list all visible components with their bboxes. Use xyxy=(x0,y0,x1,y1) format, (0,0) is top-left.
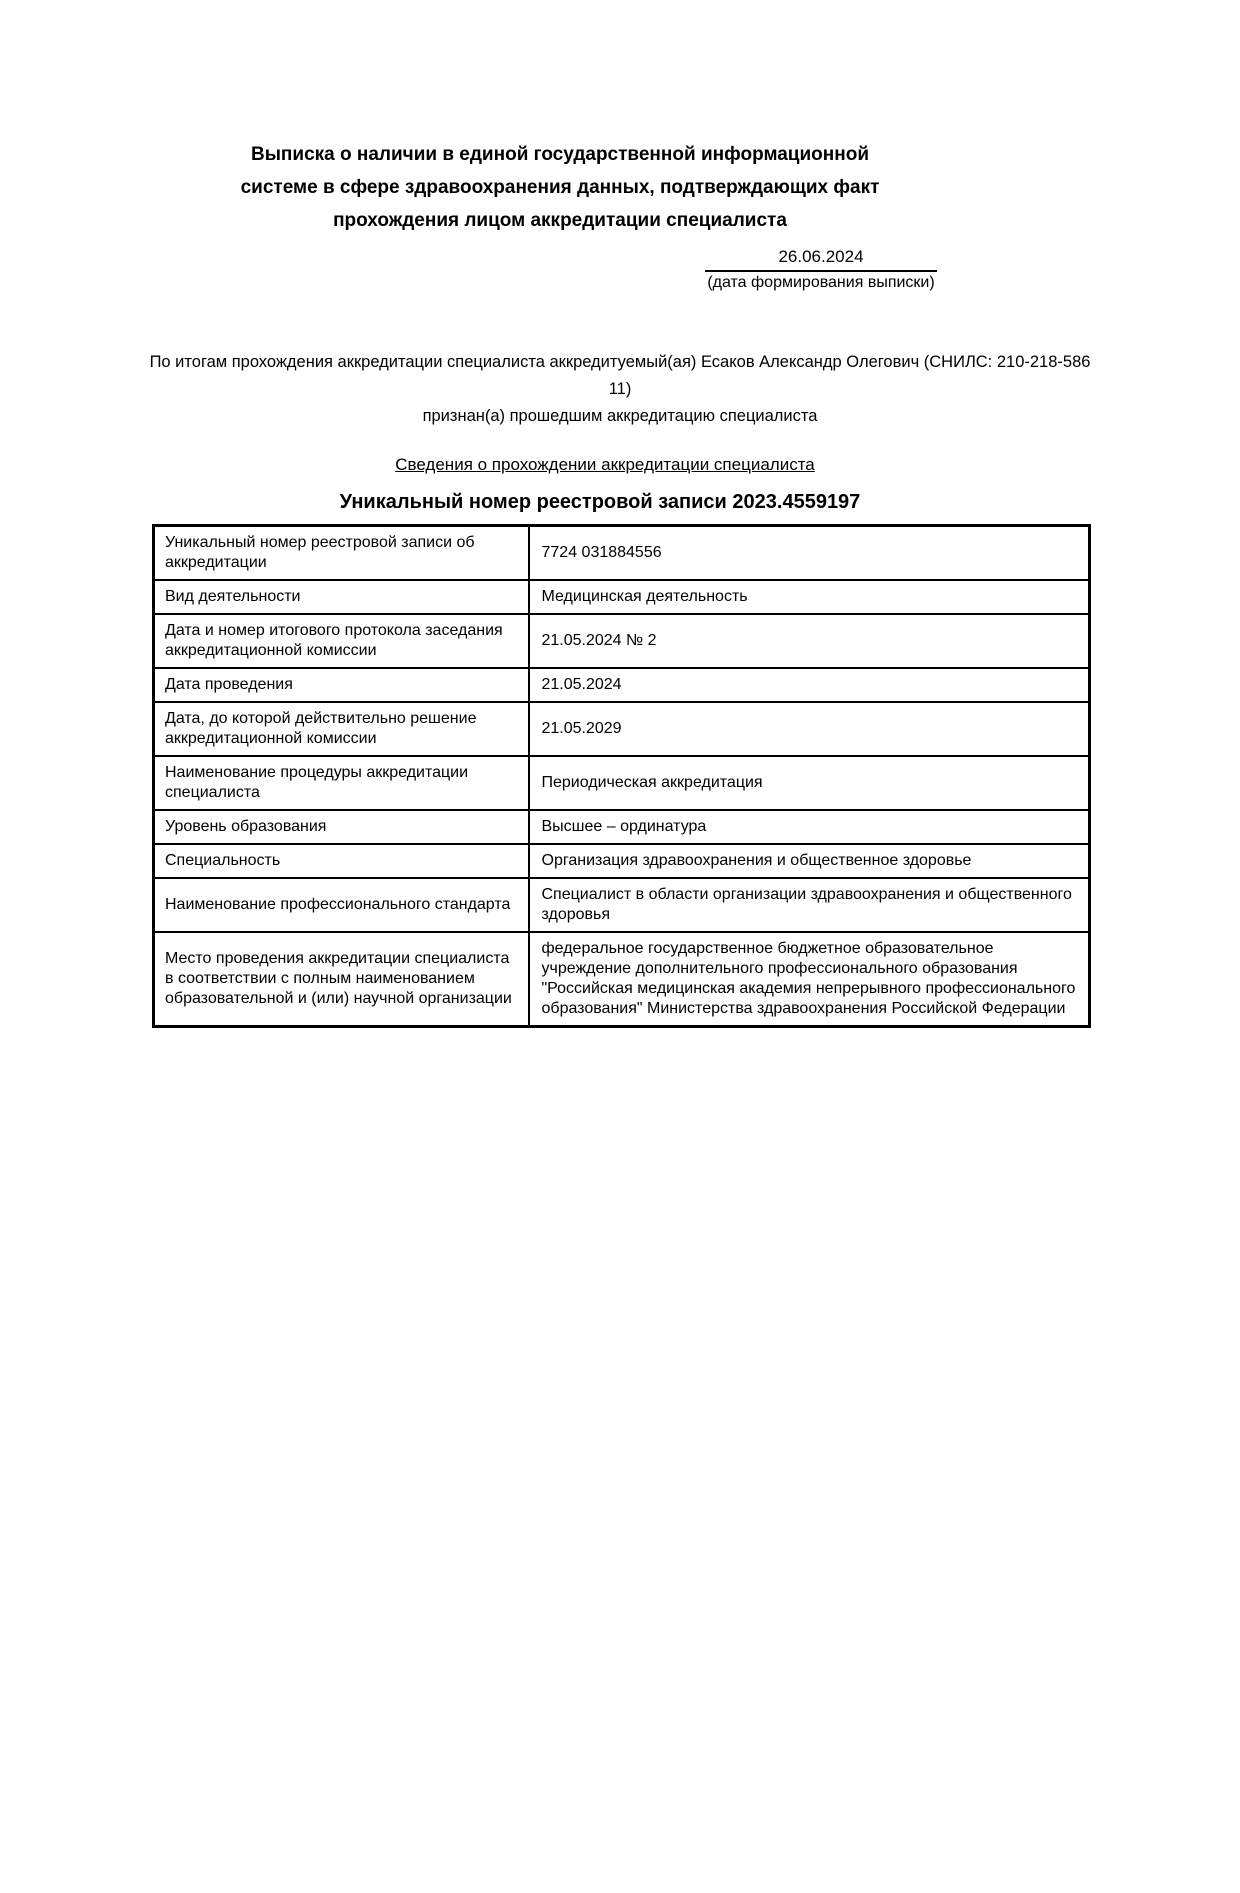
row-value: 21.05.2029 xyxy=(529,702,1090,756)
document-title-line: системе в сфере здравоохранения данных, подтверждающих факт xyxy=(240,177,880,198)
extract-date-block xyxy=(705,247,937,293)
table-row xyxy=(154,878,1090,932)
row-label: Наименование профессионального стандарта xyxy=(154,878,529,932)
row-label: Наименование процедуры аккредитации специалиста xyxy=(154,756,529,810)
row-label: Дата проведения xyxy=(154,668,529,702)
section-heading: Сведения о прохождении аккредитации специалиста xyxy=(395,455,815,474)
table-row xyxy=(154,580,1090,614)
table-row xyxy=(154,614,1090,668)
accreditation-table xyxy=(152,524,1091,1028)
accreditation-summary-line: признан(а) прошедшим аккредитацию специалиста xyxy=(422,407,818,425)
row-label: Дата и номер итогового протокола заседания аккредитационной комиссии xyxy=(154,614,529,668)
table-row xyxy=(154,844,1090,878)
row-value: 21.05.2024 xyxy=(529,668,1090,702)
row-value: Высшее – ординатура xyxy=(529,810,1090,844)
row-label: Уникальный номер реестровой записи об аккредитации xyxy=(154,526,529,581)
table-row xyxy=(154,702,1090,756)
table-row xyxy=(154,756,1090,810)
accreditation-table-body xyxy=(154,526,1090,1027)
accreditation-summary-line: По итогам прохождения аккредитации специалиста аккредитуемый(ая) Есаков Александр Олегович (СНИЛС: 210-218-586 11) xyxy=(149,353,1091,398)
document-title-line: Выписка о наличии в единой государственной информационной xyxy=(250,144,870,165)
registry-record-number: Уникальный номер реестровой записи 2023.4559197 xyxy=(339,491,861,513)
row-value: Периодическая аккредитация xyxy=(529,756,1090,810)
row-value: Специалист в области организации здравоохранения и общественного здоровья xyxy=(529,878,1090,932)
row-label: Место проведения аккредитации специалиста в соответствии с полным наименованием образовательной и (или) научной организации xyxy=(154,932,529,1027)
table-row xyxy=(154,810,1090,844)
row-label: Дата, до которой действительно решение аккредитационной комиссии xyxy=(154,702,529,756)
row-value: Организация здравоохранения и общественное здоровье xyxy=(529,844,1090,878)
table-row xyxy=(154,932,1090,1027)
document-title xyxy=(150,138,970,237)
extract-date-caption: (дата формирования выписки) xyxy=(707,274,935,291)
row-label: Специальность xyxy=(154,844,529,878)
document-page xyxy=(0,138,1240,1893)
row-value: Медицинская деятельность xyxy=(529,580,1090,614)
row-label: Уровень образования xyxy=(154,810,529,844)
accreditation-summary xyxy=(145,349,1095,430)
row-value: 21.05.2024 № 2 xyxy=(529,614,1090,668)
table-row xyxy=(154,668,1090,702)
row-value: федеральное государственное бюджетное образовательное учреждение дополнительного профессионального образования "Российская медицинская академия непрерывного профессионального образования" Министерства здравоохранения Российской Федерации xyxy=(529,932,1090,1027)
row-value: 7724 031884556 xyxy=(529,526,1090,581)
table-row xyxy=(154,526,1090,581)
row-label: Вид деятельности xyxy=(154,580,529,614)
extract-date: 26.06.2024 xyxy=(705,247,937,272)
document-title-line: прохождения лицом аккредитации специалиста xyxy=(333,210,787,231)
